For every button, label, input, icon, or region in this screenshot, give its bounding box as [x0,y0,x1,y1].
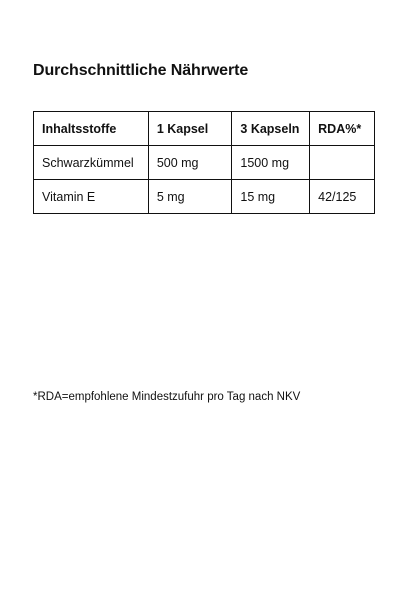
page-title: Durchschnittliche Nährwerte [33,62,249,79]
footnote: *RDA=empfohlene Mindestzufuhr pro Tag nach NKV [33,391,301,403]
table-row [34,146,375,180]
table-row [34,180,375,214]
table-cell-rda [310,146,375,180]
table-cell-three-capsules: 1500 mg [232,146,310,180]
nutrition-table [33,111,375,214]
table-cell-three-capsules: 15 mg [232,180,310,214]
column-header-rda: RDA%* [310,112,375,146]
table-cell-ingredient: Vitamin E [34,180,149,214]
column-header-three-capsules: 3 Kapseln [232,112,310,146]
column-header-ingredients: Inhaltsstoffe [34,112,149,146]
table-header-row [34,112,375,146]
table-cell-ingredient: Schwarzkümmel [34,146,149,180]
table-cell-rda: 42/125 [310,180,375,214]
table-cell-one-capsule: 500 mg [148,146,232,180]
column-header-one-capsule: 1 Kapsel [148,112,232,146]
table-cell-one-capsule: 5 mg [148,180,232,214]
